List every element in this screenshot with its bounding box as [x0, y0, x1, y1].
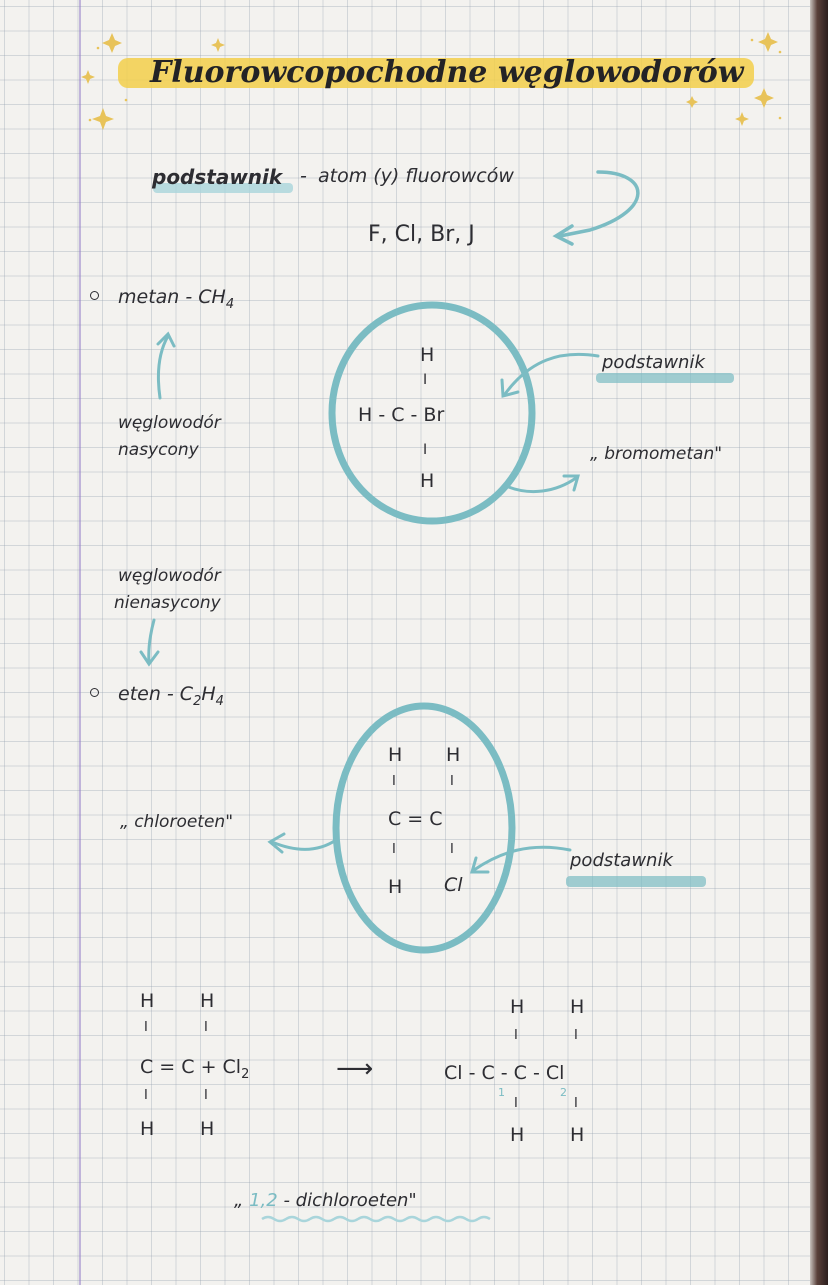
methane-bond-bottom: I	[423, 442, 428, 458]
sparkle-icon	[81, 70, 95, 84]
arrow-icon	[506, 478, 576, 492]
ethene-note-2: nienasycony	[114, 593, 221, 613]
reaction-right-num2: 2	[560, 1086, 567, 1099]
reaction-left-h1: H	[140, 990, 155, 1012]
reaction-left-h4: H	[200, 1118, 215, 1140]
reaction-left-h3: H	[140, 1118, 155, 1140]
ethene-h-left-top: H	[388, 744, 403, 766]
reaction-arrow: ⟶	[336, 1054, 374, 1084]
ethene-h-left-bottom: H	[388, 876, 403, 898]
ethene-note-1: węglowodór	[118, 566, 221, 586]
methane-row: H - C - Br	[358, 404, 445, 426]
reaction-left-b1: I	[144, 1020, 148, 1035]
reaction-right-middle: Cl - C - C - Cl	[444, 1062, 565, 1084]
reaction-right-h1: H	[510, 996, 525, 1018]
ethene-bond-lb: I	[392, 842, 396, 857]
notebook-edge	[810, 0, 828, 1285]
methane-podstawnik: podstawnik	[602, 352, 705, 373]
ethene-c-eq-c: C = C	[388, 808, 443, 830]
halogens-list: F, Cl, Br, J	[368, 222, 475, 247]
methane-note-2: nasycony	[118, 440, 199, 460]
reaction-right-h3: H	[510, 1124, 525, 1146]
reaction-right-b1: I	[514, 1028, 518, 1043]
reaction-right-b4: I	[574, 1096, 578, 1111]
ethene-bond-rb: I	[450, 842, 454, 857]
methane-note-1: węglowodór	[118, 413, 221, 433]
dichloroeten-name: „ 1,2 - dichloroeten"	[234, 1190, 417, 1211]
reaction-left-middle: $C = C + Cl_2$	[140, 1056, 250, 1082]
ethene-bond-lt: I	[392, 774, 396, 789]
arrow-icon	[474, 847, 570, 870]
reaction-right-h4: H	[570, 1124, 585, 1146]
definition-text: atom (y) fluorowców	[318, 165, 514, 187]
bullet-icon	[90, 291, 99, 300]
reaction-left-b2: I	[204, 1020, 208, 1035]
methane-name: „ bromometan"	[590, 444, 723, 464]
sparkle-icon	[686, 96, 698, 108]
reaction-left-b4: I	[204, 1088, 208, 1103]
methane-bottom-h: H	[420, 470, 435, 492]
reaction-left-b3: I	[144, 1088, 148, 1103]
reaction-right-b3: I	[514, 1096, 518, 1111]
ethene-cl: Cl	[444, 874, 463, 896]
methane-label: metan - $CH_4$	[118, 286, 235, 312]
sparkle-icon	[735, 112, 749, 126]
arrow-icon	[158, 336, 168, 398]
sparkle-icon	[758, 32, 778, 52]
ethene-label: eten - $C_2H_4$	[118, 683, 224, 709]
ethene-name: „ chloroeten"	[120, 812, 234, 832]
reaction-right-num1: 1	[498, 1086, 505, 1099]
arrow-icon	[149, 620, 154, 662]
reaction-right-b2: I	[574, 1028, 578, 1043]
ethene-bond-rt: I	[450, 774, 454, 789]
definition-term: podstawnik	[152, 165, 283, 189]
ethene-podstawnik: podstawnik	[570, 850, 673, 871]
reaction-left-h2: H	[200, 990, 215, 1012]
definition-dash: -	[300, 165, 307, 187]
reaction-right-h2: H	[570, 996, 585, 1018]
sparkle-icon	[211, 38, 225, 52]
methane-top-h: H	[420, 344, 435, 366]
bullet-icon	[90, 688, 99, 697]
arrow-icon	[272, 840, 336, 849]
sparkle-icon	[754, 88, 774, 108]
page-title: Fluorowcopochodne węglowodorów	[150, 55, 744, 90]
ethene-h-right-top: H	[446, 744, 461, 766]
sparkle-icon	[92, 108, 114, 130]
methane-bond-top: I	[423, 372, 428, 388]
sparkle-icon	[102, 33, 122, 53]
